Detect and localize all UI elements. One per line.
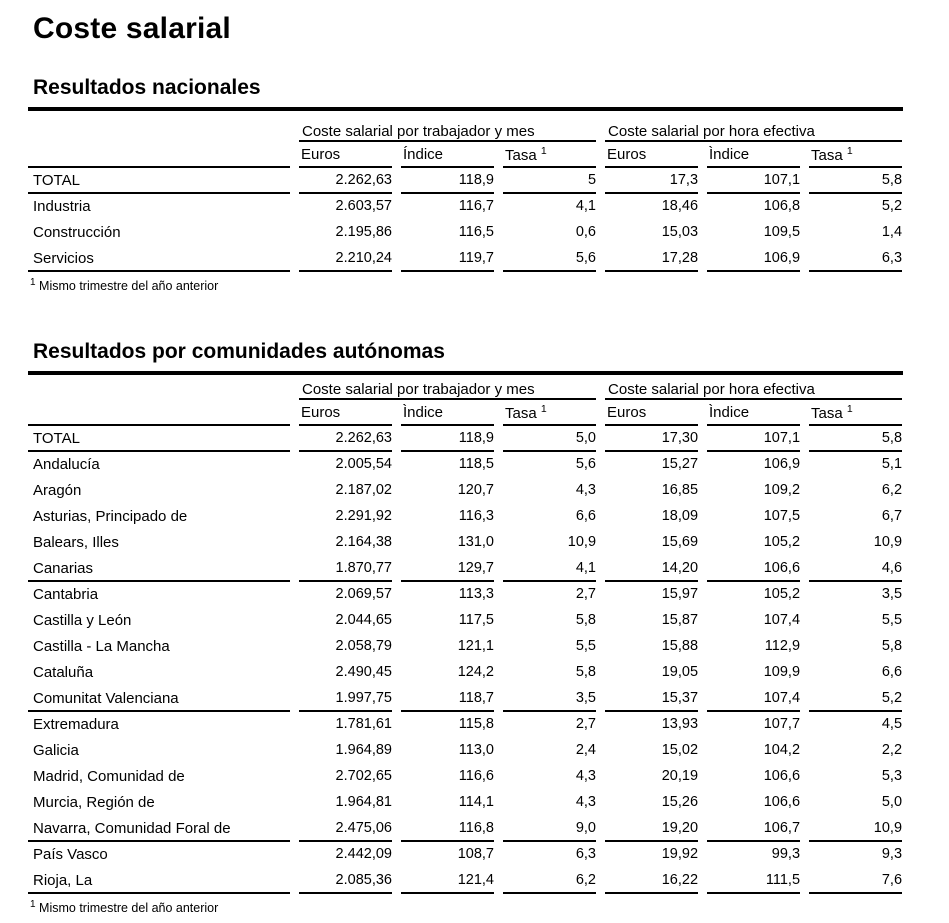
cell-value: 5,8 bbox=[809, 426, 902, 452]
column-header-footnote-marker: 1 bbox=[846, 402, 853, 415]
cell-value: 5,8 bbox=[575, 664, 597, 681]
column-header: Tasa $^1$ bbox=[503, 400, 596, 426]
column-header: Ìndice bbox=[707, 142, 800, 168]
cell-value: 117,5 bbox=[458, 612, 494, 629]
cell-value: 5,2 bbox=[809, 686, 902, 712]
column-header-row bbox=[28, 400, 902, 426]
cell-value: 9,3 bbox=[881, 846, 903, 863]
cell-value: 106,9 bbox=[763, 456, 801, 473]
cell-value: 4,1 bbox=[503, 556, 596, 582]
cell-value: 19,05 bbox=[661, 664, 699, 681]
cell-value: 111,5 bbox=[707, 868, 800, 894]
table-row bbox=[28, 504, 902, 530]
table-row bbox=[28, 582, 902, 608]
cell-value: 105,2 bbox=[763, 586, 801, 603]
cell-value: 116,8 bbox=[401, 816, 494, 842]
cell-value: 1.964,81 bbox=[335, 794, 392, 811]
cell-value: 113,0 bbox=[458, 742, 494, 759]
cell-value: 4,3 bbox=[575, 794, 597, 811]
cell-value: 6,7 bbox=[881, 508, 903, 525]
cell-value: 2,7 bbox=[575, 716, 597, 733]
column-header: Euros bbox=[605, 142, 698, 168]
row-label: Cantabria bbox=[33, 585, 99, 603]
cell-value: 17,28 bbox=[605, 246, 698, 272]
table-row bbox=[28, 686, 902, 712]
section-resultados-comunidades bbox=[28, 340, 903, 916]
cell-value: 15,03 bbox=[661, 224, 699, 240]
cell-value: 4,6 bbox=[809, 556, 902, 582]
table-row bbox=[28, 660, 902, 686]
cell-value: 10,9 bbox=[873, 534, 903, 551]
cell-value: 14,20 bbox=[605, 556, 698, 582]
cell-value: 6,2 bbox=[881, 482, 903, 499]
cell-value: 19,92 bbox=[661, 846, 699, 863]
row-label: Canarias bbox=[28, 556, 290, 582]
cell-value: 5,8 bbox=[881, 638, 903, 655]
cell-value: 1.964,89 bbox=[335, 742, 392, 759]
column-header: Euros bbox=[299, 400, 392, 426]
table-header bbox=[28, 119, 902, 168]
row-label: Castilla y León bbox=[33, 611, 132, 629]
cell-value: 109,9 bbox=[763, 664, 801, 681]
group-header: Coste salarial por trabajador y mes bbox=[299, 377, 596, 400]
cell-value: 2.085,36 bbox=[299, 868, 392, 894]
cell-value: 4,1 bbox=[575, 198, 597, 214]
row-label: Navarra, Comunidad Foral de bbox=[28, 816, 290, 842]
cell-value: 2.195,86 bbox=[335, 224, 392, 240]
table-body bbox=[28, 168, 902, 272]
cell-value: 10,9 bbox=[567, 534, 597, 551]
cell-value: 10,9 bbox=[809, 816, 902, 842]
column-header: Tasa $^1$ bbox=[809, 142, 902, 168]
cell-value: 108,7 bbox=[457, 846, 494, 863]
cell-value: 5,0 bbox=[881, 794, 903, 811]
cell-value: 5,1 bbox=[881, 456, 903, 473]
cell-value: 4,3 bbox=[575, 768, 597, 785]
cell-value: 105,2 bbox=[763, 534, 801, 551]
group-header: Coste salarial por hora efectiva bbox=[605, 377, 902, 400]
row-label: Comunitat Valenciana bbox=[28, 686, 290, 712]
cell-value: 2.044,65 bbox=[335, 612, 392, 629]
cell-value: 5,6 bbox=[575, 456, 597, 473]
cell-value: 6,3 bbox=[575, 846, 597, 863]
table-row bbox=[28, 168, 902, 194]
cell-value: 2.005,54 bbox=[335, 456, 392, 473]
cell-value: 106,7 bbox=[707, 816, 800, 842]
corner-spacer bbox=[28, 377, 290, 400]
cell-value: 6,3 bbox=[809, 246, 902, 272]
cell-value: 2,2 bbox=[881, 742, 903, 759]
cell-value: 2.702,65 bbox=[335, 768, 392, 785]
page-title: Coste salarial bbox=[33, 12, 231, 45]
cell-value: 120,7 bbox=[457, 482, 494, 499]
row-label: Murcia, Región de bbox=[33, 793, 155, 811]
table-row bbox=[28, 608, 902, 634]
cell-value: 106,6 bbox=[763, 768, 801, 785]
cell-value: 124,2 bbox=[457, 664, 494, 681]
cell-value: 3,5 bbox=[881, 586, 903, 603]
table-row bbox=[28, 842, 902, 868]
cell-value: 16,22 bbox=[605, 868, 698, 894]
cell-value: 15,27 bbox=[661, 456, 699, 473]
cell-value: 107,5 bbox=[763, 508, 801, 525]
cell-value: 2,4 bbox=[575, 742, 597, 759]
column-header-footnote-marker: 1 bbox=[540, 402, 547, 415]
cell-value: 116,3 bbox=[458, 508, 494, 525]
corner-spacer bbox=[28, 119, 290, 142]
cell-value: 19,20 bbox=[605, 816, 698, 842]
cell-value: 119,7 bbox=[401, 246, 494, 272]
footnote-text: Mismo trimestre del año anterior bbox=[39, 901, 219, 916]
column-header-footnote-marker: 1 bbox=[846, 144, 853, 157]
table-header bbox=[28, 377, 902, 426]
cell-value: 121,1 bbox=[457, 638, 494, 655]
row-label: Cataluña bbox=[33, 663, 94, 681]
table-row bbox=[28, 712, 902, 738]
group-header: Coste salarial por trabajador y mes bbox=[299, 119, 596, 142]
cell-value: 5,3 bbox=[881, 768, 903, 785]
row-label: Rioja, La bbox=[28, 868, 290, 894]
nacionales-table bbox=[19, 119, 911, 272]
cell-value: 5,0 bbox=[503, 426, 596, 452]
table-row bbox=[28, 220, 902, 246]
row-label: Asturias, Principado de bbox=[33, 507, 188, 525]
cell-value: 106,9 bbox=[707, 246, 800, 272]
table-row bbox=[28, 194, 902, 220]
cell-value: 107,7 bbox=[763, 716, 801, 733]
cell-value: 107,1 bbox=[707, 426, 800, 452]
cell-value: 131,0 bbox=[457, 534, 494, 551]
row-label: TOTAL bbox=[28, 168, 290, 194]
cell-value: 4,3 bbox=[575, 482, 597, 499]
cell-value: 4,5 bbox=[881, 716, 903, 733]
cell-value: 106,6 bbox=[707, 556, 800, 582]
cell-value: 2.442,09 bbox=[335, 846, 392, 863]
cell-value: 5,6 bbox=[503, 246, 596, 272]
row-label: Extremadura bbox=[33, 715, 119, 733]
table-row bbox=[28, 478, 902, 504]
cell-value: 15,97 bbox=[661, 586, 699, 603]
column-header: Euros bbox=[605, 400, 698, 426]
cell-value: 2.262,63 bbox=[299, 426, 392, 452]
cell-value: 2.475,06 bbox=[299, 816, 392, 842]
cell-value: 2,7 bbox=[575, 586, 597, 603]
footnote-marker: 1 bbox=[30, 899, 36, 911]
cell-value: 106,8 bbox=[763, 198, 801, 214]
cell-value: 5,5 bbox=[575, 638, 597, 655]
label-column-underline bbox=[28, 400, 290, 426]
cell-value: 5,8 bbox=[809, 168, 902, 194]
cell-value: 118,5 bbox=[458, 456, 494, 473]
table-body bbox=[28, 426, 902, 894]
cell-value: 18,46 bbox=[661, 198, 699, 214]
cell-value: 9,0 bbox=[503, 816, 596, 842]
section-heading-nacionales: Resultados nacionales bbox=[28, 76, 903, 111]
table-row bbox=[28, 868, 902, 894]
row-label: Servicios bbox=[28, 246, 290, 272]
section-heading-comunidades: Resultados por comunidades autónomas bbox=[28, 340, 903, 375]
cell-value: 2.490,45 bbox=[335, 664, 392, 681]
row-label: Andalucía bbox=[33, 455, 100, 473]
row-label: Madrid, Comunidad de bbox=[33, 767, 185, 785]
table-row bbox=[28, 738, 902, 764]
cell-value: 115,8 bbox=[458, 716, 494, 733]
cell-value: 2.164,38 bbox=[335, 534, 392, 551]
cell-value: 112,9 bbox=[764, 638, 801, 655]
cell-value: 2.210,24 bbox=[299, 246, 392, 272]
row-label: Construcción bbox=[33, 223, 121, 241]
cell-value: 1,4 bbox=[881, 224, 903, 240]
row-label: Aragón bbox=[33, 481, 82, 499]
cell-value: 5,2 bbox=[881, 198, 903, 214]
cell-value: 15,37 bbox=[605, 686, 698, 712]
row-label: País Vasco bbox=[33, 845, 108, 863]
cell-value: 129,7 bbox=[401, 556, 494, 582]
group-header: Coste salarial por hora efectiva bbox=[605, 119, 902, 142]
cell-value: 118,9 bbox=[401, 426, 494, 452]
cell-value: 6,6 bbox=[575, 508, 597, 525]
cell-value: 1.781,61 bbox=[335, 716, 392, 733]
column-header: Índice bbox=[401, 142, 494, 168]
footnote-marker: 1 bbox=[30, 277, 36, 288]
cell-value: 7,6 bbox=[809, 868, 902, 894]
cell-value: 109,5 bbox=[763, 224, 801, 240]
table-row bbox=[28, 246, 902, 272]
cell-value: 116,5 bbox=[458, 224, 494, 240]
section-resultados-nacionales bbox=[28, 76, 903, 294]
group-header-row bbox=[28, 377, 902, 400]
cell-value: 5,8 bbox=[575, 612, 597, 629]
cell-value: 3,5 bbox=[503, 686, 596, 712]
content bbox=[28, 12, 903, 916]
row-label: TOTAL bbox=[28, 426, 290, 452]
cell-value: 107,4 bbox=[763, 612, 801, 629]
cell-value: 2.058,79 bbox=[335, 638, 392, 655]
footnote-text: Mismo trimestre del año anterior bbox=[39, 279, 219, 294]
table-row bbox=[28, 764, 902, 790]
cell-value: 121,4 bbox=[401, 868, 494, 894]
cell-value: 15,87 bbox=[661, 612, 699, 629]
cell-value: 13,93 bbox=[661, 716, 699, 733]
table-row bbox=[28, 426, 902, 452]
column-header: Ìndice bbox=[707, 400, 800, 426]
table-row bbox=[28, 790, 902, 816]
cell-value: 109,2 bbox=[763, 482, 801, 499]
row-label: Balears, Illes bbox=[33, 533, 119, 551]
comunidades-table bbox=[19, 377, 911, 894]
table-row bbox=[28, 816, 902, 842]
cell-value: 116,6 bbox=[458, 768, 494, 785]
cell-value: 2.187,02 bbox=[335, 482, 392, 499]
cell-value: 107,1 bbox=[707, 168, 800, 194]
cell-value: 15,02 bbox=[661, 742, 699, 759]
cell-value: 2.603,57 bbox=[335, 198, 392, 214]
cell-value: 114,1 bbox=[458, 794, 494, 811]
column-header: Euros bbox=[299, 142, 392, 168]
footnote-nacionales bbox=[30, 275, 903, 294]
label-column-underline bbox=[28, 142, 290, 168]
cell-value: 118,9 bbox=[401, 168, 494, 194]
cell-value: 2.069,57 bbox=[335, 586, 392, 603]
row-label: Galicia bbox=[33, 741, 79, 759]
cell-value: 116,7 bbox=[458, 198, 494, 214]
cell-value: 18,09 bbox=[661, 508, 699, 525]
cell-value: 107,4 bbox=[707, 686, 800, 712]
footnote-comunidades bbox=[30, 897, 903, 916]
table-row bbox=[28, 556, 902, 582]
cell-value: 17,30 bbox=[605, 426, 698, 452]
cell-value: 2.262,63 bbox=[299, 168, 392, 194]
cell-value: 99,3 bbox=[771, 846, 801, 863]
cell-value: 6,6 bbox=[881, 664, 903, 681]
cell-value: 5,5 bbox=[881, 612, 903, 629]
table-row bbox=[28, 634, 902, 660]
column-header-row bbox=[28, 142, 902, 168]
cell-value: 104,2 bbox=[763, 742, 801, 759]
cell-value: 6,2 bbox=[503, 868, 596, 894]
cell-value: 113,3 bbox=[458, 586, 494, 603]
cell-value: 15,26 bbox=[661, 794, 699, 811]
cell-value: 5 bbox=[503, 168, 596, 194]
cell-value: 20,19 bbox=[661, 768, 699, 785]
table-row bbox=[28, 452, 902, 478]
column-header: Ìndice bbox=[401, 400, 494, 426]
cell-value: 0,6 bbox=[575, 224, 597, 240]
cell-value: 106,6 bbox=[763, 794, 801, 811]
table-row bbox=[28, 530, 902, 556]
group-header-row bbox=[28, 119, 902, 142]
cell-value: 16,85 bbox=[661, 482, 699, 499]
cell-value: 15,69 bbox=[661, 534, 699, 551]
row-label: Castilla - La Mancha bbox=[33, 637, 170, 655]
column-header: Tasa $^1$ bbox=[809, 400, 902, 426]
cell-value: 17,3 bbox=[605, 168, 698, 194]
column-header-footnote-marker: 1 bbox=[540, 144, 547, 157]
cell-value: 15,88 bbox=[661, 638, 699, 655]
cell-value: 1.997,75 bbox=[299, 686, 392, 712]
cell-value: 118,7 bbox=[401, 686, 494, 712]
column-header: Tasa $^1$ bbox=[503, 142, 596, 168]
cell-value: 1.870,77 bbox=[299, 556, 392, 582]
row-label: Industria bbox=[33, 197, 91, 215]
cell-value: 2.291,92 bbox=[335, 508, 392, 525]
